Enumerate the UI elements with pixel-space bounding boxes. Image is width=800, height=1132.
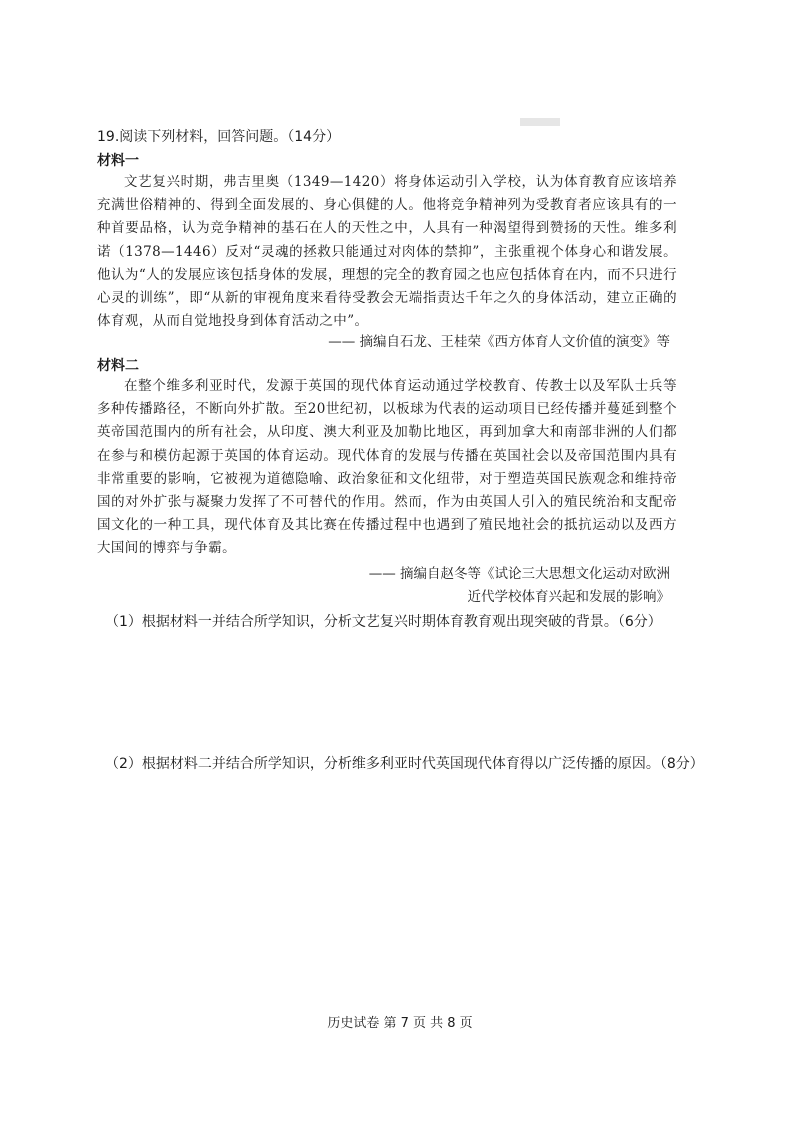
material-1-title: 材料一 bbox=[97, 153, 139, 169]
material-1-source: —— 摘编自石龙、王桂荣《西方体育人文价值的演变》等 bbox=[328, 334, 670, 350]
answer-space-1[interactable] bbox=[97, 640, 707, 740]
material-2-source-line1: —— 摘编自赵冬等《试论三大思想文化运动对欧洲 bbox=[368, 566, 670, 582]
question-header: 19.阅读下列材料，回答问题。（14分） bbox=[97, 129, 341, 145]
scan-smudge bbox=[520, 118, 560, 126]
material-2-text: 在整个维多利亚时代，发源于英国的现代体育运动通过学校教育、传教士以及军队士兵等多种传播路径，不断向外扩散。至20世纪初，以板球为代表的运动项目已经传播并蔓延到整个英帝国范围内的所有社会，从印度、澳大利亚及加勒比地区，再到加拿大和南部非洲的人们都在参与和模仿起源于英国的体育运动。现代体育的发展与传播在英国社会以及帝国范围内具有非常重要的影响，它被视为道德隐喻、政治象征和文化纽带，对于塑造英国民族观念和维持帝国的对外扩张与凝聚力发挥了不可替代的作用。然而，作为由英国人引入的殖民统治和支配帝国文化的一种工具，现代体育及其比赛在传播过程中也遇到了殖民地社会的抵抗运动以及西方大国间的博弈与争霸。 bbox=[97, 378, 677, 557]
answer-space-2[interactable] bbox=[97, 806, 707, 996]
material-1-text: 文艺复兴时期，弗吉里奥（1349—1420）将身体运动引入学校，认为体育教育应该培养充满世俗精神的、得到全面发展的、身心俱健的人。他将竞争精神列为受教育者应该具有的一种首要品格，认为竞争精神的基石在人的天性之中，人具有一种渴望得到赞扬的天性。维多利诺（1378—1446）反对“灵魂的拯救只能通过对肉体的禁抑”，主张重视个体身心和谐发展。他认为“人的发展应该包括身体的发展，理想的完全的教育园之也应包括体育在内，而不只进行心灵的训练”，即“从新的审视角度来看待受教会无端指责达千年之久的身体活动，建立正确的体育观，从而自觉地投身到体育活动之中”。 bbox=[97, 174, 677, 330]
sub-question-1: （1）根据材料一并结合所学知识，分析文艺复兴时期体育教育观出现突破的背景。（6分） bbox=[105, 614, 662, 630]
sub-question-2: （2）根据材料二并结合所学知识，分析维多利亚时代英国现代体育得以广泛传播的原因。（8分） bbox=[105, 756, 704, 772]
material-2-source-line2: 近代学校体育兴起和发展的影响》 bbox=[467, 589, 670, 605]
material-2-title: 材料二 bbox=[97, 358, 139, 374]
page-footer: 历史试卷 第 7 页 共 8 页 bbox=[327, 1016, 473, 1031]
